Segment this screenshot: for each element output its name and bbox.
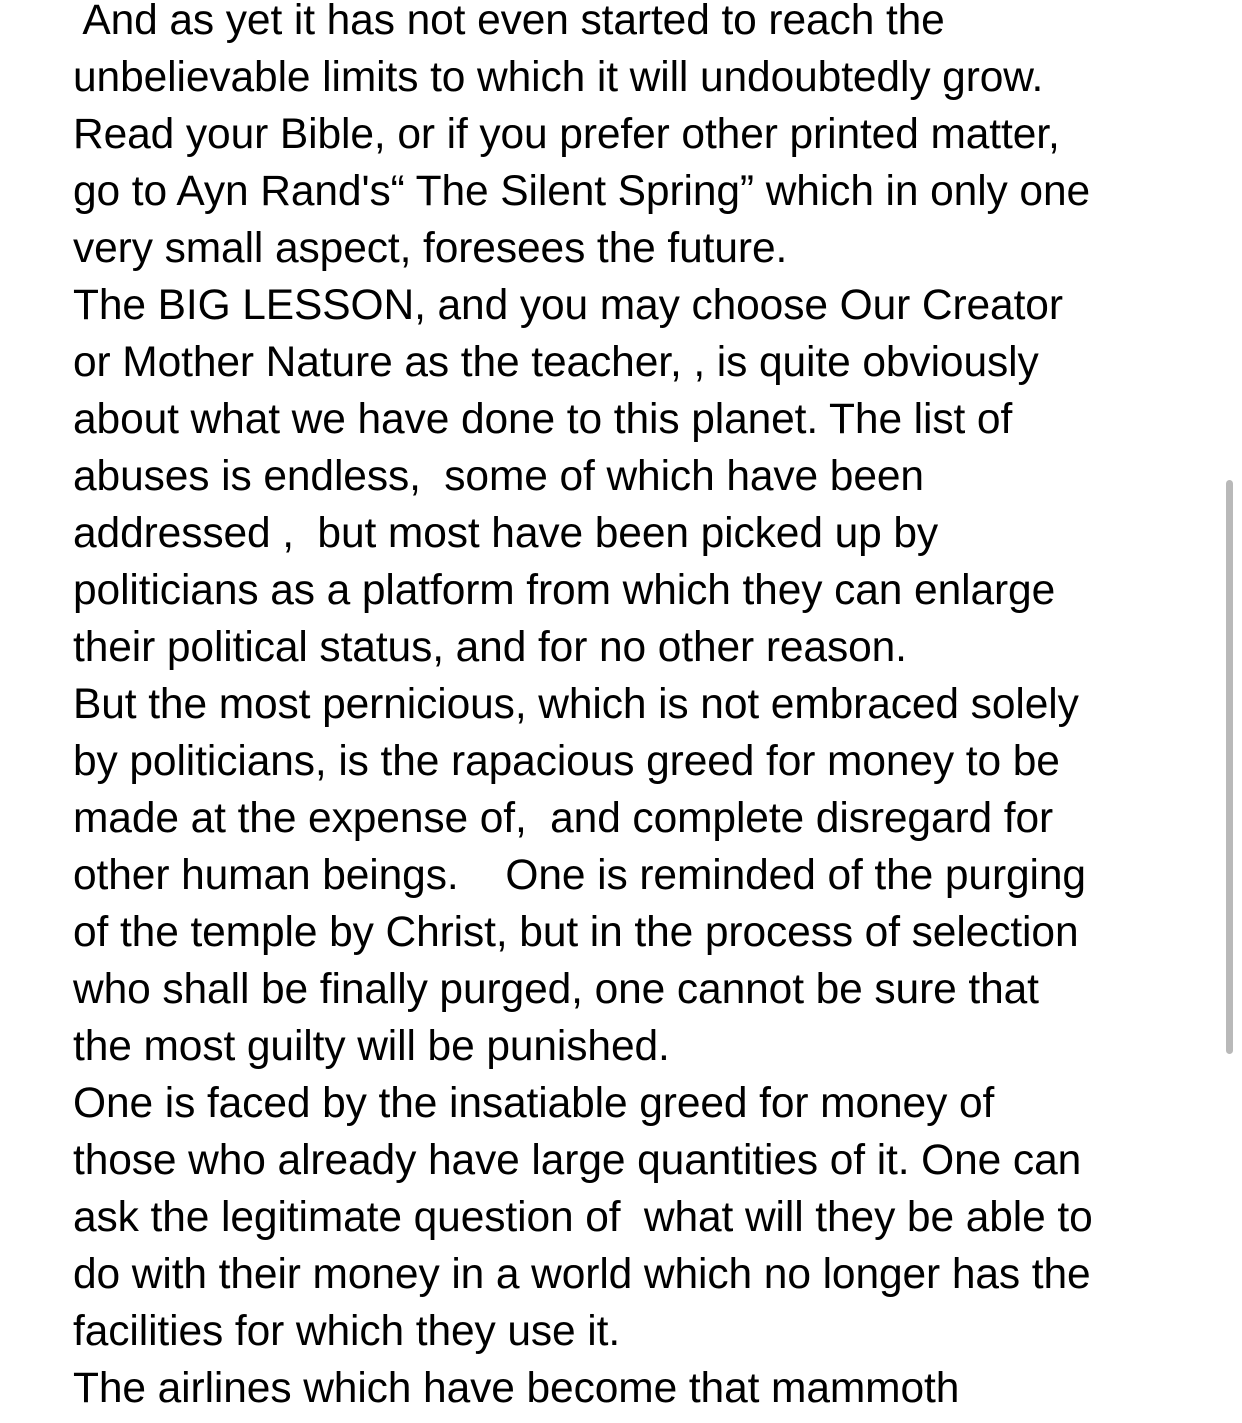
text-line: unbelievable limits to which it will undoubtedly grow.	[73, 54, 1044, 101]
text-line: by politicians, is the rapacious greed for money to be	[73, 738, 1060, 785]
text-line: the most guilty will be punished.	[73, 1023, 670, 1070]
document-text[interactable]	[73, 0, 1193, 1417]
text-line: go to Ayn Rand's“ The Silent Spring” which in only one	[73, 168, 1091, 215]
text-line: do with their money in a world which no longer has the	[73, 1251, 1091, 1298]
text-line: addressed , but most have been picked up by	[73, 510, 939, 557]
text-line: their political status, and for no other reason.	[73, 624, 907, 671]
text-line: facilities for which they use it.	[73, 1308, 621, 1355]
text-line: abuses is endless, some of which have been	[73, 453, 924, 500]
text-line: other human beings. One is reminded of the purging	[73, 852, 1086, 899]
text-line: ask the legitimate question of what will they be able to	[73, 1194, 1093, 1241]
text-line: The airlines which have become that mammoth	[73, 1365, 960, 1412]
text-line: Read your Bible, or if you prefer other printed matter,	[73, 111, 1060, 158]
text-line: who shall be finally purged, one cannot be sure that	[73, 966, 1039, 1013]
text-line: made at the expense of, and complete disregard for	[73, 795, 1054, 842]
text-line: or Mother Nature as the teacher, , is quite obviously	[73, 339, 1039, 386]
vertical-scrollbar[interactable]	[1226, 480, 1233, 1054]
text-line: about what we have done to this planet. The list of	[73, 396, 1013, 443]
text-line: of the temple by Christ, but in the process of selection	[73, 909, 1079, 956]
text-line: politicians as a platform from which they can enlarge	[73, 567, 1056, 614]
text-line: those who already have large quantities of it. One can	[73, 1137, 1082, 1184]
text-line: But the most pernicious, which is not embraced solely	[73, 681, 1079, 728]
text-line: The BIG LESSON, and you may choose Our Creator	[73, 282, 1063, 329]
text-line: very small aspect, foresees the future.	[73, 225, 788, 272]
text-line: One is faced by the insatiable greed for money of	[73, 1080, 995, 1127]
text-line: And as yet it has not even started to reach the	[73, 0, 945, 44]
